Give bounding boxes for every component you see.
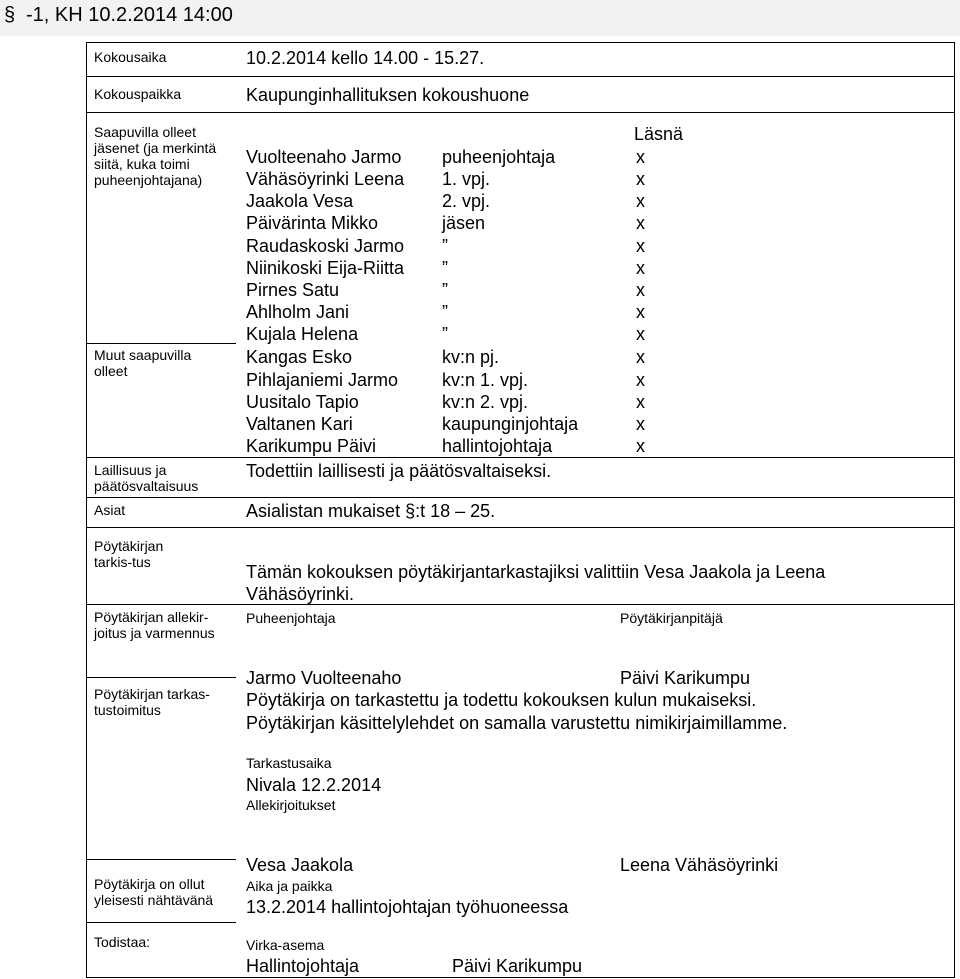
document-title: -1, KH 10.2.2014 14:00 <box>26 4 233 26</box>
member-present: x <box>636 169 645 189</box>
section-mark: § <box>4 4 16 26</box>
divider-6 <box>86 527 954 528</box>
divider-5 <box>86 497 954 498</box>
public-time-place-caption: Aika ja paikka <box>246 878 333 894</box>
other-role: kaupunginjohtaja <box>442 414 579 434</box>
other-present: x <box>636 414 645 434</box>
signer-1-name: Vesa Jaakola <box>246 855 354 875</box>
member-present: x <box>636 280 645 300</box>
other-name: Karikumpu Päivi <box>246 436 377 456</box>
box-border-left <box>86 42 87 978</box>
box-border-top <box>86 42 954 43</box>
review-value: Tämän kokouksen pöytäkirjantarkastajiksi valittiin Vesa Jaakola ja Leena Vähäsöyrinki. <box>246 562 826 604</box>
certifier-name: Päivi Karikumpu <box>452 956 583 976</box>
member-present: x <box>636 324 645 344</box>
other-name: Pihlajaniemi Jarmo <box>246 370 399 390</box>
review-label: Pöytäkirjan tarkis-tus <box>94 538 164 570</box>
inspection-line-2: Pöytäkirjan käsittelylehdet on samalla varustettu nimikirjaimillamme. <box>246 713 788 733</box>
signing-label: Pöytäkirjan allekir-joitus ja varmennus <box>94 609 215 641</box>
member-role: ” <box>442 324 448 344</box>
chair-caption: Puheenjohtaja <box>246 610 336 626</box>
member-role: ” <box>442 258 448 278</box>
signatures-caption: Allekirjoitukset <box>246 797 336 813</box>
inspection-place-value: Nivala 12.2.2014 <box>246 775 382 795</box>
member-present: x <box>636 236 645 256</box>
divider-4 <box>86 457 954 458</box>
box-border-right <box>954 42 955 978</box>
member-role: ” <box>442 236 448 256</box>
members-label: Saapuvilla olleet jäsenet (ja merkintä siitä, kuka toimi puheenjohtajana) <box>94 124 217 188</box>
agenda-value: Asialistan mukaiset §:t 18 – 25. <box>246 501 496 521</box>
member-role: ” <box>442 280 448 300</box>
member-name: Niinikoski Eija-Riitta <box>246 258 405 278</box>
other-role: kv:n pj. <box>442 347 500 367</box>
box-border-bottom <box>86 977 955 978</box>
member-name: Raudaskoski Jarmo <box>246 236 405 256</box>
other-role: kv:n 1. vpj. <box>442 370 529 390</box>
member-present: x <box>636 191 645 211</box>
other-present: x <box>636 347 645 367</box>
certify-label: Todistaa: <box>94 934 151 950</box>
divider-2 <box>86 112 954 113</box>
present-header: Läsnä <box>634 124 684 144</box>
member-name: Jaakola Vesa <box>246 191 354 211</box>
meeting-place-label: Kokouspaikka <box>94 86 182 102</box>
other-name: Uusitalo Tapio <box>246 392 359 412</box>
secretary-caption: Pöytäkirjanpitäjä <box>620 610 723 626</box>
divider-8 <box>86 677 236 678</box>
member-present: x <box>636 147 645 167</box>
member-role: 1. vpj. <box>442 169 491 189</box>
member-role: 2. vpj. <box>442 191 491 211</box>
member-name: Vähäsöyrinki Leena <box>246 169 405 189</box>
other-present: x <box>636 436 645 456</box>
divider-3 <box>86 343 236 344</box>
meeting-place-value: Kaupunginhallituksen kokoushuone <box>246 85 530 105</box>
other-name: Kangas Esko <box>246 347 353 367</box>
member-role: puheenjohtaja <box>442 147 556 167</box>
other-present: x <box>636 392 645 412</box>
inspection-line-1: Pöytäkirja on tarkastettu ja todettu kokouksen kulun mukaiseksi. <box>246 690 757 710</box>
chair-name: Jarmo Vuolteenaho <box>246 668 402 688</box>
other-role: hallintojohtaja <box>442 436 553 456</box>
secretary-name: Päivi Karikumpu <box>620 668 751 688</box>
divider-1 <box>86 76 954 77</box>
other-role: kv:n 2. vpj. <box>442 392 529 412</box>
public-label: Pöytäkirja on ollut yleisesti nähtävänä <box>94 876 214 908</box>
signer-2-name: Leena Vähäsöyrinki <box>620 855 779 875</box>
legality-value: Todettiin laillisesti ja päätösvaltaiseksi. <box>246 461 552 481</box>
member-present: x <box>636 258 645 278</box>
meeting-time-value: 10.2.2014 kello 14.00 - 15.27. <box>246 48 485 68</box>
member-role: ” <box>442 302 448 322</box>
legality-label: Laillisuus ja päätösvaltaisuus <box>94 462 199 494</box>
others-label: Muut saapuvilla olleet <box>94 347 192 379</box>
office-value: Hallintojohtaja <box>246 956 360 976</box>
inspection-label: Pöytäkirjan tarkas-tustoimitus <box>94 686 210 718</box>
office-caption: Virka-asema <box>246 937 325 953</box>
member-present: x <box>636 302 645 322</box>
other-present: x <box>636 370 645 390</box>
member-name: Päivärinta Mikko <box>246 213 379 233</box>
meeting-time-label: Kokousaika <box>94 49 167 65</box>
member-present: x <box>636 213 645 233</box>
member-name: Ahlholm Jani <box>246 302 350 322</box>
other-name: Valtanen Kari <box>246 414 353 434</box>
divider-9 <box>86 859 236 860</box>
public-time-place-value: 13.2.2014 hallintojohtajan työhuoneessa <box>246 897 569 917</box>
member-name: Pirnes Satu <box>246 280 340 300</box>
member-role: jäsen <box>442 213 486 233</box>
member-name: Kujala Helena <box>246 324 359 344</box>
divider-10 <box>86 922 236 923</box>
member-name: Vuolteenaho Jarmo <box>246 147 402 167</box>
inspection-place-caption: Tarkastusaika <box>246 755 332 771</box>
agenda-label: Asiat <box>94 502 126 518</box>
